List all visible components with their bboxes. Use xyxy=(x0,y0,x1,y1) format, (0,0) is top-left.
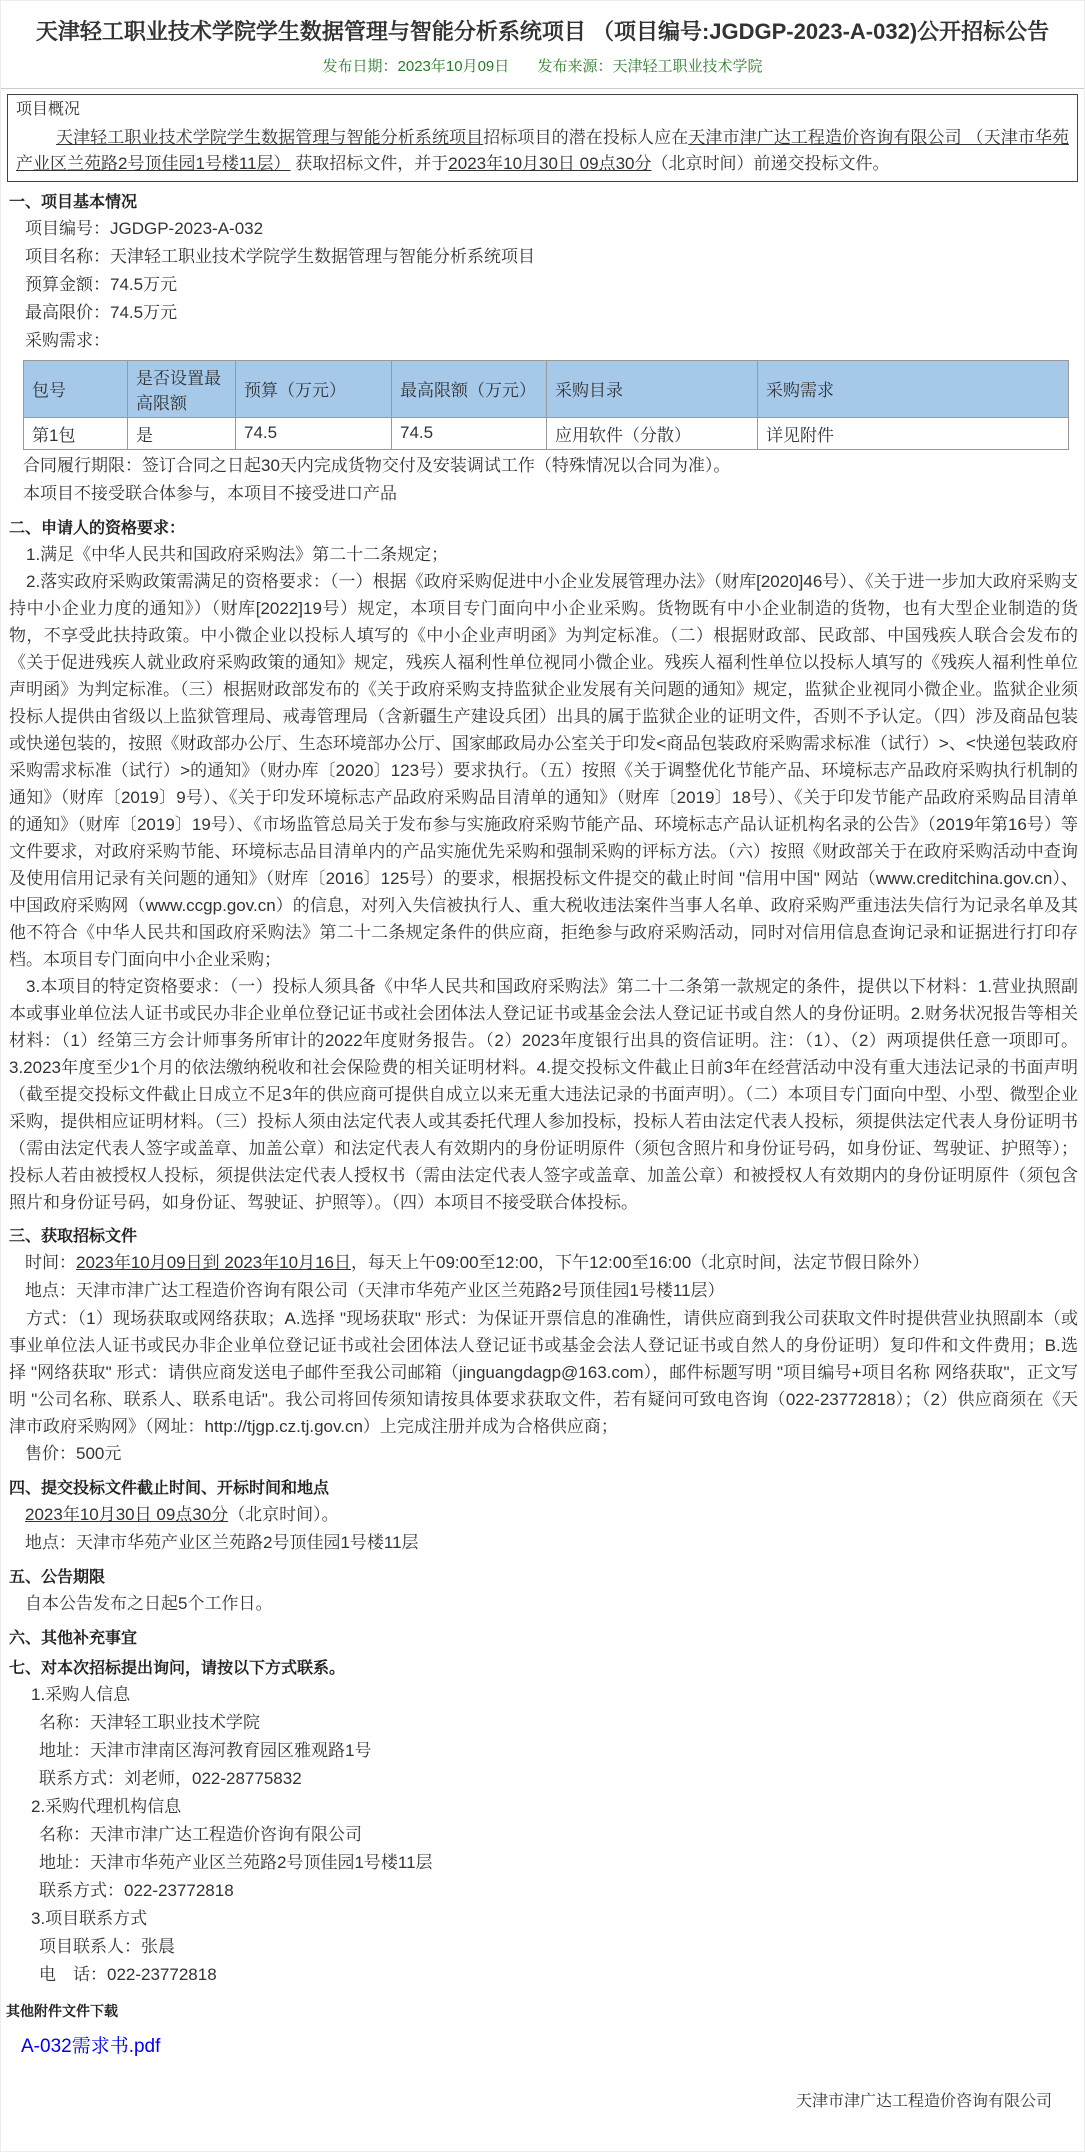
col-cap: 最高限额（万元） xyxy=(392,360,547,417)
agency-name: 名称：天津市津广达工程造价咨询有限公司 xyxy=(39,1824,362,1844)
time-detail: ，每天上午09:00至12:00，下午12:00至16:00（北京时间，法定节假日除外） xyxy=(351,1252,930,1272)
cell-budget: 74.5 xyxy=(236,417,392,449)
project-contact-phone: 电 话：022-23772818 xyxy=(39,1964,217,1984)
qualification-para-2: 2.落实政府采购政策需满足的资格要求：（一）根据《政府采购促进中小企业发展管理办法》（财库[2020]46号）、《关于进一步加大政府采购支持中小企业力度的通知》）（财库[2022]19号）规定，本项目专门面向中小企业采购。货物既有中小企业制造的货物，也有大型企业制造的货物，不享受此扶持政策。中小微企业以投标人填写的《中小企业声明函》为判定标准。（二）根据财政部、民政部、中国残疾人联合会发布的《关于促进残疾人就业政府采购政策的通知》规定，残疾人福利性单位视同小微企业。残疾人福利性单位以投标人填写的《残疾人福利性单位声明函》为判定标准。（三）根据财政部发布的《关于政府采购支持监狱企业发展有关问题的通知》规定，监狱企业视同小微企业。监狱企业须投标人提供由省级以上监狱管理局、戒毒管理局（含新疆生产建设兵团）出具的属于监狱企业的证明文件，否则不予认定。（四）涉及商品包装或快递包装的，按照《财政部办公厅、生态环境部办公厅、国家邮政局办公室关于印发<商品包装政府采购需求标准（试行）>、<快递包装政府采购需求标准（试行）>的通知》（财办库〔2020〕123号）要求执行。（五）按照《关于调整优化节能产品、环境标志产品政府采购执行机制的通知》（财库〔2019〕9号）、《关于印发环境标志产品政府采购品目清单的通知》（财库〔2019〕18号）、《关于印发节能产品政府采购品目清单的通知》（财库〔2019〕19号）、《市场监管总局关于发布参与实施政府采购节能产品、环境标志产品认证机构名录的公告》（2019年第16号）等文件要求，对政府采购节能、环境标志品目清单内的产品实施优先采购和强制采购的评标方法。（六）按照《财政部关于在政府采购活动中查询及使用信用记录有关问题的通知》（财库〔2016〕125号）的要求，根据投标文件提交的截止时间 "信用中国" 网站（www.creditchina.gov.cn）、中国政府采购网（www.ccgp.gov.cn）的信息，对列入失信被执行人、重大税收违法案件当事人名单、政府采购严重违法失信行为记录名单及其他不符合《中华人民共和国政府采购法》第二十二条规定条件的供应商，拒绝参与政府采购活动，同时对信用信息查询记录和证据进行打印存档。本项目专门面向中小企业采购； xyxy=(9,571,1078,969)
agency-info-title: 2.采购代理机构信息 xyxy=(31,1796,182,1816)
cell-cap: 74.5 xyxy=(392,417,547,449)
purchaser-contact: 联系方式：刘老师，022-28775832 xyxy=(39,1768,302,1788)
publish-date: 发布日期：2023年10月09日 xyxy=(322,57,510,75)
col-catalog: 采购目录 xyxy=(547,360,758,417)
section5-heading: 五、公告期限 xyxy=(9,1568,106,1586)
project-overview-box xyxy=(7,94,1078,182)
project-name: 项目名称：天津轻工职业技术学院学生数据管理与智能分析系统项目 xyxy=(25,246,535,266)
attachment-link[interactable]: A-032需求书.pdf xyxy=(21,2035,161,2057)
contract-period: 合同履行期限：签订合同之日起30天内完成货物交付及安装调试工作（特殊情况以合同为准）。 xyxy=(23,455,731,475)
cell-catalog: 应用软件（分散） xyxy=(547,417,758,449)
table-header-row xyxy=(24,360,1069,417)
section1-heading: 一、项目基本情况 xyxy=(9,193,138,211)
purchaser-name: 名称：天津轻工职业技术学院 xyxy=(39,1712,260,1732)
bid-deadline-suffix: （北京时间）。 xyxy=(228,1504,339,1524)
cell-demand: 详见附件 xyxy=(758,417,1069,449)
overview-label: 项目概况 xyxy=(16,100,81,118)
procurement-table xyxy=(23,360,1069,450)
col-budget: 预算（万元） xyxy=(236,360,392,417)
budget-amount: 预算金额：74.5万元 xyxy=(25,274,178,294)
section2-heading: 二、申请人的资格要求： xyxy=(9,519,186,537)
overview-text-3: 获取招标文件，并于 xyxy=(290,153,449,173)
project-contact-person: 项目联系人：张晨 xyxy=(39,1936,175,1956)
qualification-para-3: 3.本项目的特定资格要求：（一）投标人须具备《中华人民共和国政府采购法》第二十二条第一款规定的条件，提供以下材料：1.营业执照副本或事业单位法人证书或民办非企业单位登记证书或社会团体法人登记证书或基金会法人登记证书或自然人的身份证明。2.财务状况报告等相关材料：（1）经第三方会计师事务所审计的2022年度财务报告。（2）2023年度银行出具的资信证明。注：（1）、（2）两项提供任意一项即可。3.2023年度至少1个月的依法缴纳税收和社会保险费的相关证明材料。4.提交投标文件截止日前3年在经营活动中没有重大违法记录的书面声明（截至提交投标文件截止日成立不足3年的供应商可提供自成立以来无重大违法记录的书面声明）。（二）本项目专门面向中型、小型、微型企业采购，提供相应证明材料。（三）投标人须由法定代表人或其委托代理人参加投标，投标人若由法定代表人投标，须提供法定代表人身份证明书（需由法定代表人签字或盖章、加盖公章）和法定代表人有效期内的身份证明原件（须包含照片和身份证号码，如身份证、驾驶证、护照等）；投标人若由被授权人投标，须提供法定代表人授权书（需由法定代表人签字或盖章、加盖公章）和被授权人有效期内的身份证明原件（须包含照片和身份证号码，如身份证、驾驶证、护照等）。（四）本项目不接受联合体投标。 xyxy=(9,976,1078,1212)
doc-obtain-time xyxy=(25,1249,1084,1277)
overview-deadline: 2023年10月30日 09点30分 xyxy=(448,153,652,173)
section6-heading: 六、其他补充事宜 xyxy=(9,1629,138,1647)
overview-paragraph xyxy=(16,125,1069,177)
overview-agency-address: 天津市津广达工程造价咨询有限公司 （天津市华苑产业区兰苑路2号顶佳园1号楼11层） xyxy=(16,127,1069,173)
page-title: 天津轻工职业技术学院学生数据管理与智能分析系统项目 （项目编号:JGDGP-2023-A-032)公开招标公告 xyxy=(35,19,1050,44)
purchaser-address: 地址：天津市津南区海河教育园区雅观路1号 xyxy=(39,1740,372,1760)
bid-open-place: 地点：天津市华苑产业区兰苑路2号顶佳园1号楼11层 xyxy=(25,1532,419,1552)
agency-address: 地址：天津市华苑产业区兰苑路2号顶佳园1号楼11层 xyxy=(39,1852,433,1872)
publish-source: 发布来源：天津轻工职业技术学院 xyxy=(537,57,763,75)
publish-meta xyxy=(1,55,1084,76)
bid-deadline-datetime: 2023年10月30日 09点30分 xyxy=(25,1504,229,1524)
procurement-demand-label: 采购需求： xyxy=(25,330,110,350)
qualification-para-1: 1.满足《中华人民共和国政府采购法》第二十二条规定； xyxy=(26,544,449,564)
announcement-period: 自本公告发布之日起5个工作日。 xyxy=(25,1593,273,1613)
footer-agency-name: 天津市津广达工程造价咨询有限公司 xyxy=(795,2092,1052,2110)
section7-heading: 七、对本次招标提出询问，请按以下方式联系。 xyxy=(9,1659,346,1677)
cell-package: 第1包 xyxy=(24,417,128,449)
table-row xyxy=(24,417,1069,449)
overview-text-1: 招标项目的潜在投标人应在 xyxy=(483,127,689,147)
col-has-cap: 是否设置最高限额 xyxy=(128,360,236,417)
doc-price: 售价：500元 xyxy=(25,1443,122,1463)
doc-obtain-method: 方式：（1）现场获取或网络获取；A.选择 "现场获取" 形式：为保证开票信息的准确性，请供应商到我公司获取文件时提供营业执照副本（或事业单位法人证书或民办非企业单位登记证书或社会团体法人登记证书或基金会法人登记证书或自然人的身份证明）复印件和文件费用；B.选择 "网络获取" 形式：请供应商发送电子邮件至我公司邮箱（jinguangdagp@163.com），邮件标题写明 "项目编号+项目名称 网络获取"，正文写明 "公司名称、联系人、联系电话"。我公司将回传须知请按具体要求获取文件，若有疑问可致电咨询（022-23772818）；（2）供应商须在《天津市政府采购网》（网址：http://tjgp.cz.tj.gov.cn）上完成注册并成为合格供应商； xyxy=(9,1308,1078,1436)
bid-deadline xyxy=(25,1501,1084,1529)
max-price: 最高限价：74.5万元 xyxy=(25,302,178,322)
header-divider xyxy=(1,88,1084,89)
time-label: 时间： xyxy=(25,1252,76,1272)
doc-obtain-place: 地点：天津市津广达工程造价咨询有限公司（天津市华苑产业区兰苑路2号顶佳园1号楼11层） xyxy=(25,1280,725,1300)
section3-heading: 三、获取招标文件 xyxy=(9,1227,138,1245)
agency-contact: 联系方式：022-23772818 xyxy=(39,1880,234,1900)
col-package: 包号 xyxy=(24,360,128,417)
cell-has-cap: 是 xyxy=(128,417,236,449)
purchaser-info-title: 1.采购人信息 xyxy=(31,1684,131,1704)
section4-heading: 四、提交投标文件截止时间、开标时间和地点 xyxy=(9,1479,330,1497)
project-number: 项目编号：JGDGP-2023-A-032 xyxy=(25,218,264,238)
overview-project-name: 天津轻工职业技术学院学生数据管理与智能分析系统项目 xyxy=(56,127,484,147)
project-contact-title: 3.项目联系方式 xyxy=(31,1908,148,1928)
time-range: 2023年10月09日到 2023年10月16日 xyxy=(76,1252,351,1272)
overview-text-5: （北京时间）前递交投标文件。 xyxy=(651,153,890,173)
col-demand: 采购需求 xyxy=(758,360,1069,417)
no-consortium-note: 本项目不接受联合体参与，本项目不接受进口产品 xyxy=(23,483,397,503)
attachments-label: 其他附件文件下载 xyxy=(6,2002,118,2019)
